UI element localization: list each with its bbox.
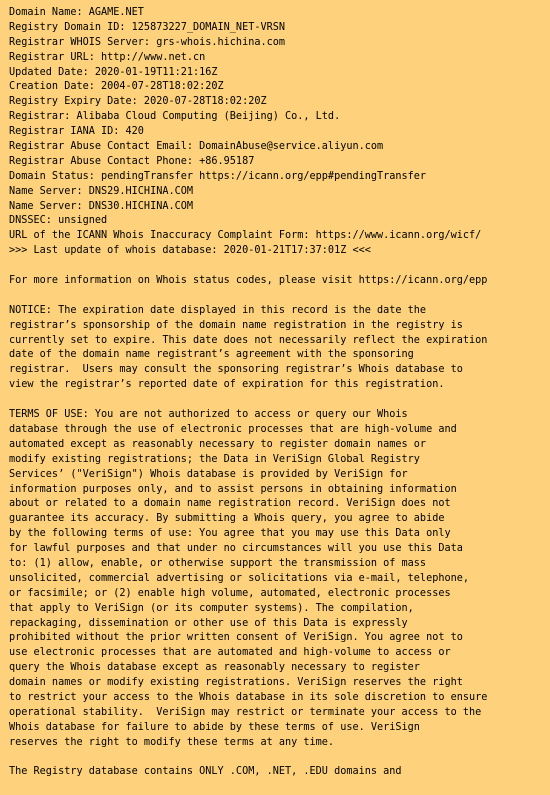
whois-line: Registrar Abuse Contact Phone: +86.95187 xyxy=(9,155,255,167)
whois-line: about or related to a domain name registration record. VeriSign does not xyxy=(9,498,451,510)
whois-line: for lawful purposes and that under no circumstances will you use this Data xyxy=(9,543,463,555)
whois-line xyxy=(9,259,550,274)
whois-line: to: (1) allow, enable, or otherwise support the transmission of mass xyxy=(9,557,427,569)
whois-line: Registrar: Alibaba Cloud Computing (Beijing) Co., Ltd. xyxy=(9,111,341,123)
whois-line: Registrar WHOIS Server: grs-whois.hichina.com xyxy=(9,36,286,48)
whois-line: that apply to VeriSign (or its computer systems). The compilation, xyxy=(9,602,414,614)
whois-line: query the Whois database except as reasonably necessary to register xyxy=(9,662,420,674)
whois-line xyxy=(9,751,550,766)
whois-line: currently set to expire. This date does not necessarily reflect the expiration xyxy=(9,334,488,346)
whois-line: Name Server: DNS30.HICHINA.COM xyxy=(9,200,194,212)
whois-line: Domain Status: pendingTransfer https://icann.org/epp#pendingTransfer xyxy=(9,170,427,182)
whois-line: or facsimile; or (2) enable high volume, automated, electronic processes xyxy=(9,587,451,599)
whois-line: guarantee its accuracy. By submitting a Whois query, you agree to abide xyxy=(9,513,445,525)
whois-line: modify existing registrations; the Data in VeriSign Global Registry xyxy=(9,453,420,465)
whois-line: reserves the right to modify these terms at any time. xyxy=(9,736,335,748)
whois-line: NOTICE: The expiration date displayed in this record is the date the xyxy=(9,304,427,316)
whois-line: information purposes only, and to assist persons in obtaining information xyxy=(9,483,457,495)
whois-line: Name Server: DNS29.HICHINA.COM xyxy=(9,185,194,197)
whois-line: to restrict your access to the Whois database in its sole discretion to ensure xyxy=(9,691,488,703)
whois-line: by the following terms of use: You agree that you may use this Data only xyxy=(9,528,451,540)
whois-line: prohibited without the prior written consent of VeriSign. You agree not to xyxy=(9,632,463,644)
whois-line: URL of the ICANN Whois Inaccuracy Complaint Form: https://www.icann.org/wicf/ xyxy=(9,230,482,242)
whois-line: Registrar URL: http://www.net.cn xyxy=(9,51,206,63)
whois-line: Creation Date: 2004-07-28T18:02:20Z xyxy=(9,81,224,93)
whois-line: Domain Name: AGAME.NET xyxy=(9,7,144,18)
whois-line: repackaging, dissemination or other use of this Data is expressly xyxy=(9,617,408,629)
whois-line: Updated Date: 2020-01-19T11:21:16Z xyxy=(9,66,218,78)
whois-line: Registrar IANA ID: 420 xyxy=(9,126,144,138)
whois-line: date of the domain name registrant’s agreement with the sponsoring xyxy=(9,349,414,361)
whois-line: automated except as reasonably necessary to register domain names or xyxy=(9,438,427,450)
whois-line: operational stability. VeriSign may restrict or terminate your access to the xyxy=(9,706,482,718)
whois-line: Services’ ("VeriSign") Whois database is provided by VeriSign for xyxy=(9,468,408,480)
whois-line: registrar. Users may consult the sponsoring registrar’s Whois database to xyxy=(9,364,463,376)
whois-line: domain names or modify existing registrations. VeriSign reserves the right xyxy=(9,677,463,689)
whois-line: Whois database for failure to abide by these terms of use. VeriSign xyxy=(9,721,420,733)
whois-line: Registrar Abuse Contact Email: DomainAbuse@service.aliyun.com xyxy=(9,141,384,153)
whois-line: TERMS OF USE: You are not authorized to access or query our Whois xyxy=(9,409,408,421)
whois-line: The Registry database contains ONLY .COM, .NET, .EDU domains and xyxy=(9,766,402,778)
whois-line: registrar’s sponsorship of the domain name registration in the registry is xyxy=(9,319,463,331)
whois-line: For more information on Whois status codes, please visit https://icann.org/epp xyxy=(9,275,488,287)
whois-line: database through the use of electronic processes that are high-volume and xyxy=(9,423,457,435)
whois-line: DNSSEC: unsigned xyxy=(9,215,108,227)
whois-line: use electronic processes that are automated and high-volume to access or xyxy=(9,647,451,659)
whois-line: Registry Expiry Date: 2020-07-28T18:02:20Z xyxy=(9,96,267,108)
whois-line: view the registrar’s reported date of expiration for this registration. xyxy=(9,379,445,391)
whois-line xyxy=(9,289,550,304)
whois-line: >>> Last update of whois database: 2020-01-21T17:37:01Z <<< xyxy=(9,245,371,257)
whois-line xyxy=(9,393,550,408)
whois-line: unsolicited, commercial advertising or solicitations via e-mail, telephone, xyxy=(9,572,470,584)
whois-line: Registry Domain ID: 125873227_DOMAIN_NET-VRSN xyxy=(9,21,286,33)
